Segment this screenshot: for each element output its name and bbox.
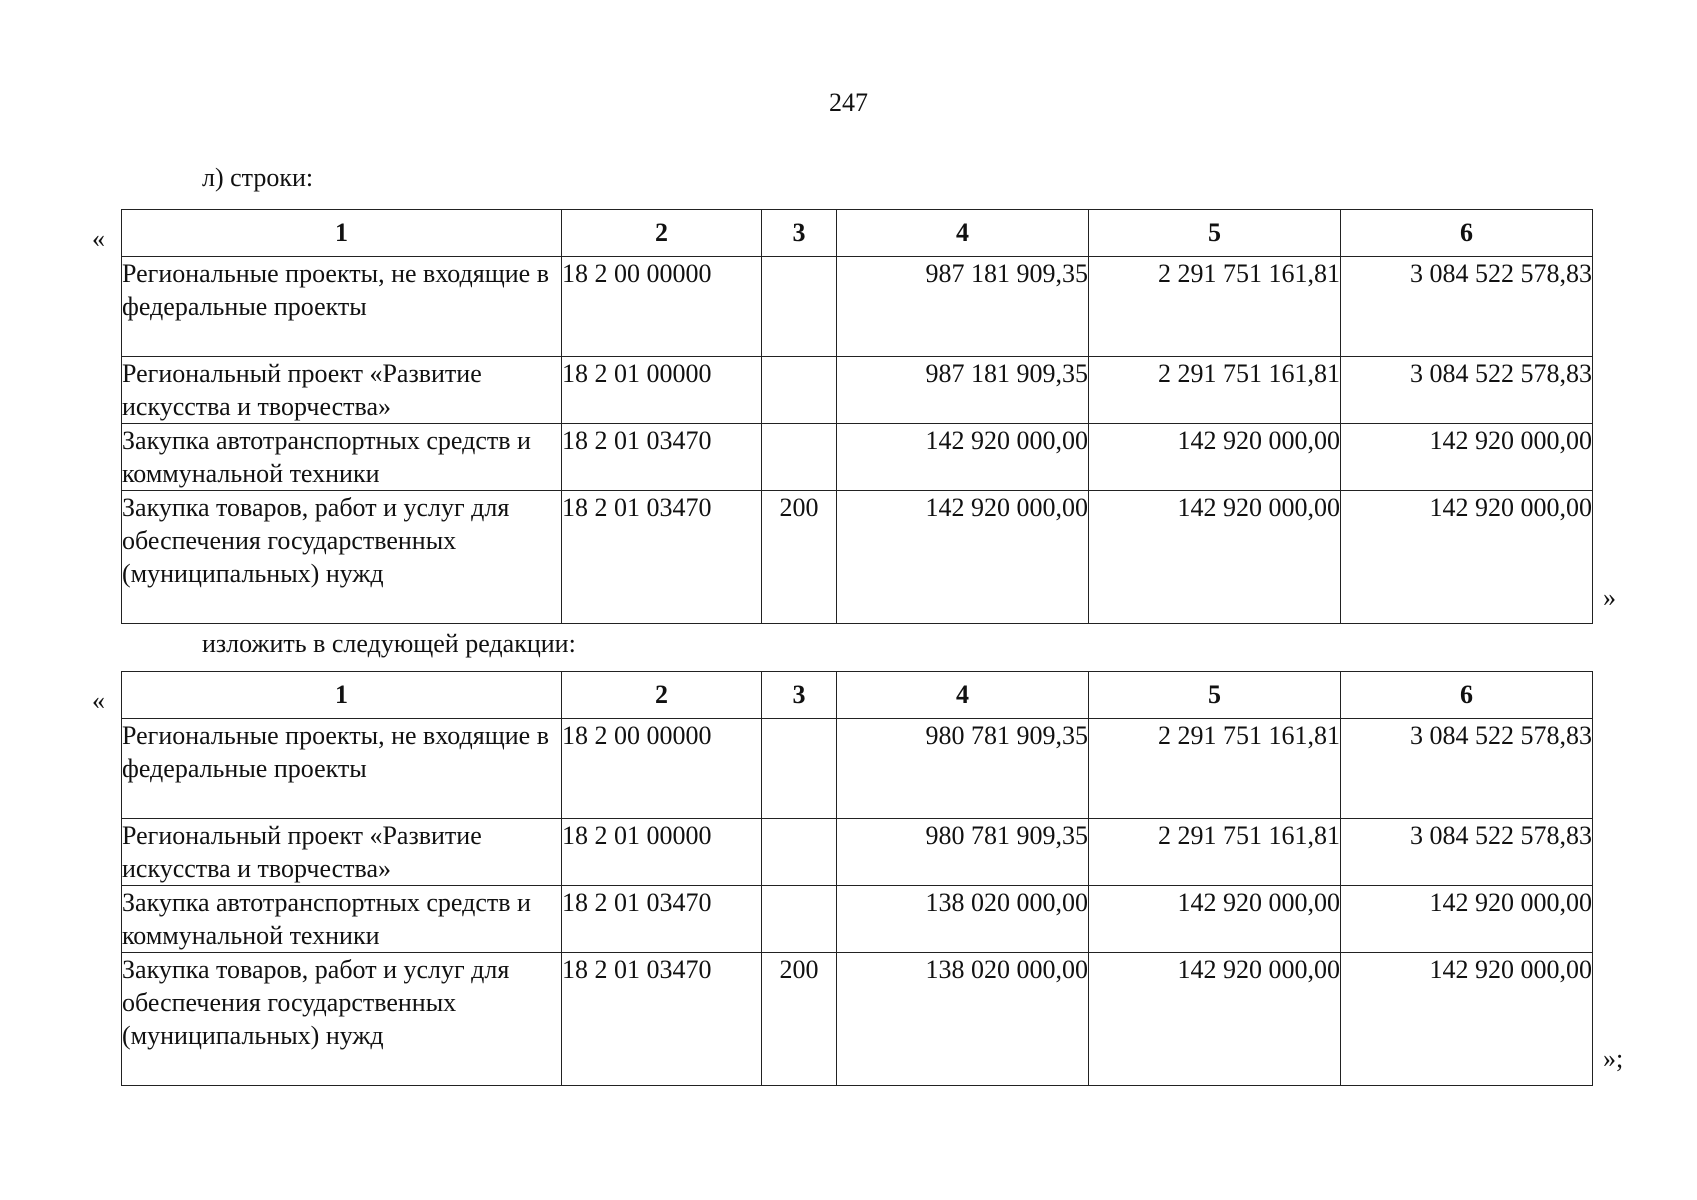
row-code: 18 2 01 00000: [562, 357, 762, 424]
row-name: Закупка автотранспортных средств и коммунальной техники: [122, 424, 562, 491]
row-value-5: 142 920 000,00: [1089, 953, 1341, 1086]
column-header: 1: [122, 672, 562, 719]
row-value-5: 142 920 000,00: [1089, 424, 1341, 491]
row-value-4: 980 781 909,35: [837, 719, 1089, 819]
new-rows-table: [121, 671, 1593, 1086]
row-value-6: 3 084 522 578,83: [1341, 819, 1593, 886]
row-name: Закупка товаров, работ и услуг для обеспечения государственных (муниципальных) нужд: [122, 491, 562, 624]
row-value-5: 2 291 751 161,81: [1089, 719, 1341, 819]
old-rows-table: [121, 209, 1593, 624]
row-value-6: 142 920 000,00: [1341, 953, 1593, 1086]
row-value-4: 142 920 000,00: [837, 424, 1089, 491]
row-code: 18 2 01 00000: [562, 819, 762, 886]
row-code: 18 2 00 00000: [562, 257, 762, 357]
table-row: [122, 819, 1593, 886]
column-header: 6: [1341, 672, 1593, 719]
row-value-4: 987 181 909,35: [837, 357, 1089, 424]
row-vr: [762, 819, 837, 886]
row-code: 18 2 01 03470: [562, 491, 762, 624]
table-header-row: [122, 672, 1593, 719]
row-name: Региональные проекты, не входящие в федеральные проекты: [122, 257, 562, 357]
row-value-4: 987 181 909,35: [837, 257, 1089, 357]
row-value-6: 3 084 522 578,83: [1341, 357, 1593, 424]
row-value-6: 3 084 522 578,83: [1341, 257, 1593, 357]
row-value-4: 138 020 000,00: [837, 886, 1089, 953]
column-header: 5: [1089, 672, 1341, 719]
column-header: 1: [122, 210, 562, 257]
column-header: 2: [562, 672, 762, 719]
open-quote-old: «: [92, 224, 105, 253]
page-number: 247: [829, 88, 868, 117]
column-header: 3: [762, 672, 837, 719]
column-header: 4: [837, 672, 1089, 719]
row-value-6: 142 920 000,00: [1341, 886, 1593, 953]
row-vr: [762, 424, 837, 491]
row-vr: [762, 886, 837, 953]
table-row: [122, 953, 1593, 1086]
close-quote-old: »: [1603, 583, 1616, 612]
row-value-5: 2 291 751 161,81: [1089, 257, 1341, 357]
row-value-5: 2 291 751 161,81: [1089, 357, 1341, 424]
row-value-5: 142 920 000,00: [1089, 886, 1341, 953]
row-code: 18 2 01 03470: [562, 886, 762, 953]
row-name: Закупка автотранспортных средств и коммунальной техники: [122, 886, 562, 953]
close-quote-new: »;: [1603, 1044, 1624, 1073]
table-row: [122, 424, 1593, 491]
column-header: 3: [762, 210, 837, 257]
row-vr: [762, 257, 837, 357]
row-code: 18 2 01 03470: [562, 953, 762, 1086]
intro-text: л) строки:: [202, 163, 314, 192]
row-vr: 200: [762, 491, 837, 624]
table-row: [122, 886, 1593, 953]
row-value-4: 138 020 000,00: [837, 953, 1089, 1086]
column-header: 6: [1341, 210, 1593, 257]
row-value-5: 142 920 000,00: [1089, 491, 1341, 624]
row-name: Региональный проект «Развитие искусства и творчества»: [122, 819, 562, 886]
column-header: 2: [562, 210, 762, 257]
column-header: 5: [1089, 210, 1341, 257]
row-value-5: 2 291 751 161,81: [1089, 819, 1341, 886]
row-value-6: 142 920 000,00: [1341, 491, 1593, 624]
table-row: [122, 719, 1593, 819]
open-quote-new: «: [92, 686, 105, 715]
row-name: Региональные проекты, не входящие в федеральные проекты: [122, 719, 562, 819]
table-row: [122, 257, 1593, 357]
row-vr: [762, 719, 837, 819]
table-row: [122, 357, 1593, 424]
middle-text: изложить в следующей редакции:: [202, 629, 576, 658]
row-code: 18 2 00 00000: [562, 719, 762, 819]
row-value-6: 3 084 522 578,83: [1341, 719, 1593, 819]
row-value-6: 142 920 000,00: [1341, 424, 1593, 491]
column-header: 4: [837, 210, 1089, 257]
row-value-4: 142 920 000,00: [837, 491, 1089, 624]
row-value-4: 980 781 909,35: [837, 819, 1089, 886]
row-code: 18 2 01 03470: [562, 424, 762, 491]
row-name: Региональный проект «Развитие искусства и творчества»: [122, 357, 562, 424]
row-name: Закупка товаров, работ и услуг для обеспечения государственных (муниципальных) нужд: [122, 953, 562, 1086]
table-row: [122, 491, 1593, 624]
row-vr: [762, 357, 837, 424]
table-header-row: [122, 210, 1593, 257]
row-vr: 200: [762, 953, 837, 1086]
